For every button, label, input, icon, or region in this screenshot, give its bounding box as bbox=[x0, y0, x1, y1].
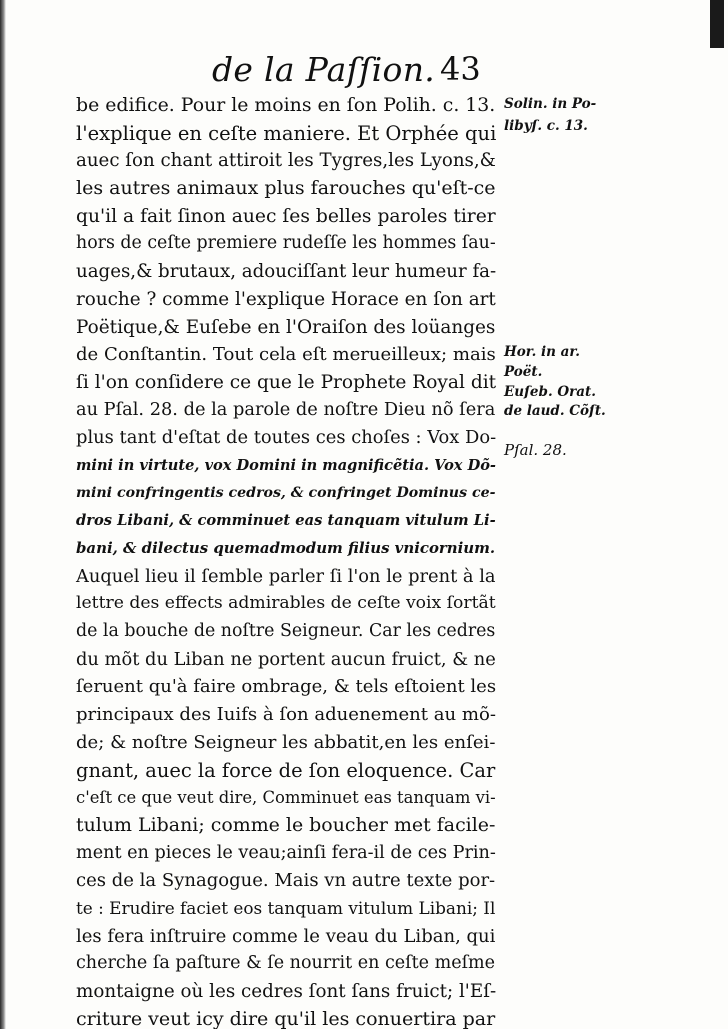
text-line: cherche ſa paſture & ſe nourrit en ceſte meſme bbox=[76, 953, 496, 974]
text-line: les autres animaux plus farouches qu'eſt-ce bbox=[76, 177, 496, 200]
text-line: lettre des effects admirables de ceſte voix ſortãt bbox=[76, 593, 496, 614]
text-line: uages,& brutaux, adouciſſant leur humeur fa- bbox=[76, 261, 497, 283]
text-line: au Pſal. 28. de la parole de noſtre Dieu nõ ſera bbox=[76, 399, 496, 420]
running-head: de la Paſſion. bbox=[212, 50, 436, 89]
text-line: plus tant d'eſtat de toutes ces choſes : Vox Do- bbox=[76, 427, 497, 449]
text-line: criture veut icy dire qu'il les conuertira par bbox=[76, 1007, 496, 1029]
margin-notes bbox=[504, 0, 606, 1029]
text-line: dros Libani, & comminuet eas tanquam vitulum Li- bbox=[76, 512, 496, 530]
text-line: ces de la Synagogue. Mais vn autre texte por- bbox=[76, 870, 496, 892]
text-line: de la bouche de noſtre Seigneur. Car les cedres bbox=[76, 621, 496, 642]
text-line: l'explique en ceſte maniere. Et Orphée qui bbox=[76, 121, 497, 145]
text-line: Poëtique,& Euſebe en l'Oraiſon des loüanges bbox=[76, 316, 496, 338]
body-text bbox=[76, 92, 496, 1029]
text-line: rouche ? comme l'explique Horace en ſon art bbox=[76, 288, 496, 310]
text-line: be edifice. Pour le moins en ſon Polih. c. 13. bbox=[76, 94, 496, 116]
page-binding-edge bbox=[0, 0, 6, 1029]
margin-note-horace-line-2: Poët. bbox=[504, 364, 543, 380]
margin-note-eusebe-line-2: de laud. Cõſt. bbox=[504, 403, 606, 419]
text-line: du mõt du Liban ne portent aucun fruict, & ne bbox=[76, 648, 496, 670]
text-line: montaigne où les cedres ſont ſans fruict; l'Eſ- bbox=[76, 981, 497, 1002]
text-line: principaux des Iuifs à ſon aduenement au mõ- bbox=[76, 704, 497, 726]
text-line: c'eſt ce que veut dire, Comminuet eas tanquam vi- bbox=[76, 788, 496, 808]
text-line: de Conſtantin. Tout cela eſt merueilleux; mais bbox=[76, 344, 496, 366]
margin-note-solin-line-2: libyſ. c. 13. bbox=[504, 118, 588, 134]
text-line: bani, & dilectus quemadmodum filius vnicornium. bbox=[76, 539, 496, 557]
text-line: te : Erudire faciet eos tanquam vitulum Libani; Il bbox=[76, 897, 496, 918]
scan-corner-mark bbox=[710, 0, 724, 48]
text-line: ment en pieces le veau;ainſi fera-il de ces Prin- bbox=[76, 842, 496, 863]
text-line: hors de ceſte premiere rudeſſe les hommes ſau- bbox=[76, 233, 496, 254]
text-line: mini in virtute, vox Domini in magnificẽtia. Vox Dõ- bbox=[76, 456, 496, 474]
text-line: gnant, auec la force de ſon eloquence. Car bbox=[76, 758, 496, 782]
margin-note-solin-line-1: Solin. in Po- bbox=[504, 96, 597, 112]
text-line: ſeruent qu'à faire ombrage, & tels eſtoient les bbox=[76, 676, 497, 698]
margin-note-eusebe-line-1: Euſeb. Orat. bbox=[504, 384, 596, 400]
text-line: tulum Libani; comme le boucher met facile- bbox=[76, 813, 496, 836]
text-line: de; & noſtre Seigneur les abbatit,en les enſei- bbox=[76, 731, 496, 753]
page-number: 43 bbox=[440, 50, 481, 88]
text-line: auec ſon chant attiroit les Tygres,les Lyons,& bbox=[76, 150, 496, 172]
text-line: qu'il a fait ſinon auec ſes belles paroles tirer bbox=[76, 205, 496, 227]
margin-note-psalm: Pſal. 28. bbox=[504, 441, 567, 459]
text-line: mini confringentis cedros, & confringet Dominus ce- bbox=[76, 484, 496, 501]
text-line: Auquel lieu il ſemble parler ſi l'on le prent à la bbox=[76, 565, 496, 587]
text-line: les fera inſtruire comme le veau du Liban, qui bbox=[76, 925, 496, 947]
margin-note-horace-line-1: Hor. in ar. bbox=[504, 344, 580, 360]
text-line: ſi l'on conſidere ce que le Prophete Royal dit bbox=[76, 371, 497, 393]
